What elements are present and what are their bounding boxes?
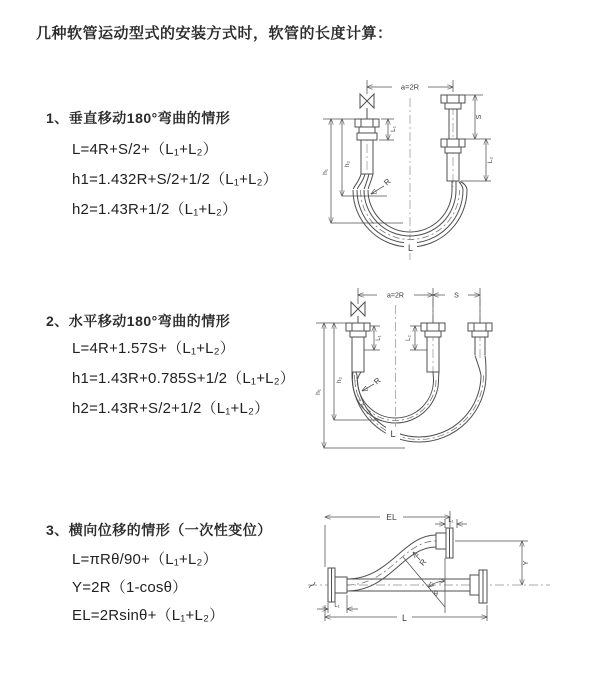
dim-label-l2: L₂	[487, 156, 494, 164]
dim-label-h1: h₁	[315, 389, 322, 395]
dim-label-length: L	[390, 429, 396, 439]
dim-label-l1-top: L₁	[448, 518, 454, 524]
dim-label-el: EL	[386, 512, 397, 522]
middle-flange-fitting	[421, 323, 445, 372]
formula-line: h2=1.43R+S/2+1/2（L₁+L₂）	[72, 400, 270, 417]
dimension-el	[325, 511, 450, 567]
dim-label-h2: h₂	[344, 160, 351, 168]
dim-label-l2: L₂	[406, 335, 412, 341]
dimension-s	[465, 95, 491, 139]
dimension-l1	[379, 119, 397, 140]
dim-label-s: S	[454, 292, 459, 300]
radius-callout	[362, 376, 383, 391]
dim-label-y: Y	[523, 560, 530, 566]
centerlines	[358, 298, 480, 435]
dim-label-l1-bottom: L₁	[334, 603, 340, 609]
dimension-l1-top	[435, 518, 467, 528]
valve-icon	[351, 302, 365, 323]
formula-line: h2=1.43R+1/2（L₁+L₂）	[72, 201, 238, 218]
formula-line: L=4R+S/2+（L₁+L₂）	[72, 141, 218, 158]
section-2-heading: 2、水平移动180°弯曲的情形	[46, 313, 231, 329]
valve-icon	[360, 94, 374, 119]
dim-label-l1: L₁	[390, 126, 397, 132]
diagram-horizontal-180-bend	[310, 280, 600, 465]
formula-line: h1=1.432R+S/2+1/2（L₁+L₂）	[72, 171, 278, 188]
hose-curves	[352, 356, 486, 443]
dim-label-l1: L₁	[376, 335, 382, 341]
diagram-lateral-displacement	[300, 495, 600, 650]
diagram-vertical-180-bend	[315, 70, 600, 265]
formula-line: EL=2Rsinθ+（L₁+L₂）	[72, 607, 225, 624]
radius-callout	[371, 177, 393, 194]
section-3-heading: 3、横向位移的情形（一次性变位）	[46, 522, 272, 538]
radius-callout	[413, 552, 429, 567]
dimension-a2r	[367, 80, 453, 94]
dimension-s	[433, 288, 480, 323]
dimension-y	[455, 541, 530, 585]
dim-label-h1: h₁	[322, 169, 329, 175]
dim-label-r: R	[372, 375, 383, 387]
dim-label-a2r: a=2R	[400, 82, 420, 92]
formula-line: L=4R+1.57S+（L₁+L₂）	[72, 340, 235, 357]
left-flange-fitting	[323, 119, 379, 174]
section-1-heading: 1、垂直移动180°弯曲的情形	[46, 110, 231, 126]
formula-line: Y=2R（1-cosθ）	[72, 579, 188, 596]
formula-line: h1=1.43R+0.785S+1/2（L₁+L₂）	[72, 370, 295, 387]
page-title: 几种软管运动型式的安装方式时，软管的长度计算：	[36, 25, 393, 42]
upper-flange	[436, 528, 453, 558]
right-upper-flange-fitting	[441, 95, 465, 139]
dim-label-r: R	[382, 176, 393, 188]
dimension-l1-bottom	[317, 595, 358, 613]
dimension-l	[325, 605, 487, 623]
dim-label-length: L	[401, 613, 408, 623]
left-flange	[328, 568, 347, 602]
dim-label-s: S	[476, 114, 483, 120]
dim-label-r: R	[417, 557, 429, 568]
dim-label-theta: θ	[434, 591, 438, 598]
dimension-l2	[461, 139, 494, 181]
dim-label-h2: h₂	[336, 376, 343, 384]
dim-label-length: L	[407, 243, 414, 253]
dim-label-a2r: a=2R	[387, 292, 404, 300]
formula-line: L=πRθ/90+（L₁+L₂）	[72, 551, 218, 568]
right-flange	[479, 570, 487, 603]
